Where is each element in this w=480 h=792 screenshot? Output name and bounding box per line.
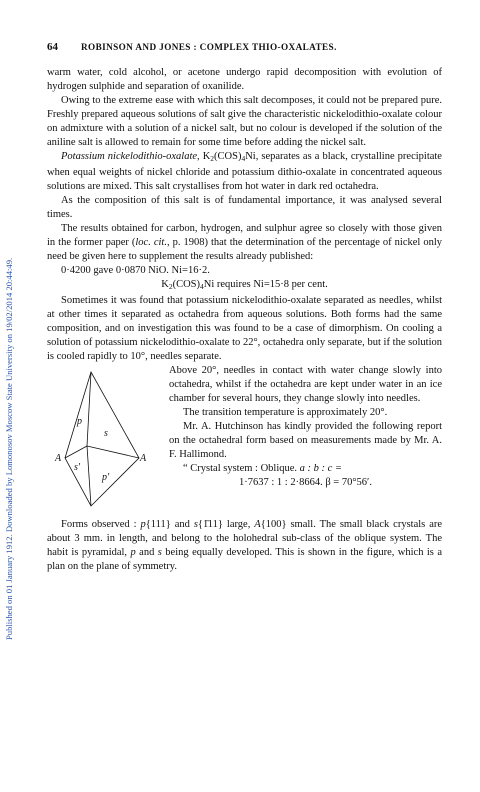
figure-section (47, 364, 442, 518)
face-label-p-prime: p′ (102, 472, 110, 483)
face-label-a-left: A (55, 453, 62, 464)
compound-name: Potassium nickelodithio-oxalate (61, 151, 198, 162)
download-stamp (4, 40, 18, 640)
paragraph-6: Sometimes it was found that potassium nickelodithio-oxalate separated as needles, whilst at other times it separated as octahedra from aqueous solutions. Both forms had the same composition, and on investigation this was found to be a case of dimorphism. On cooling a solution of potassium nickelodithio-oxalate to 22°, octahedra only separate, but if the solution is cooled rapidly to 10°, needles separate. (47, 295, 442, 362)
paragraph-5: The results obtained for carbon, hydrogen, and sulphur agree so closely with those given in the former paper (loc. cit., p. 1908) that the determination of the percentage of nickel only need be given here to supplement the results already published: (47, 223, 442, 262)
citation: loc. cit. (135, 237, 167, 248)
page-header (47, 40, 442, 54)
paragraph-forms: Forms observed : p{111} and s{1̄11} large, A{100} small. The small black crystals are about 3 mm. in length, and belong to the holohedral sub-class of the oblique system. The habit is pyramidal, p and s being equally developed. This is shown in the figure, which is a plan on the plane of symmetry. (47, 519, 443, 572)
requires-line: $K_2(COS)_4Ni$ requires Ni=15·8 per cent. (161, 279, 328, 291)
analysis-line: 0·4200 gave 0·0870 NiO. Ni=16·2. (61, 265, 210, 276)
paragraph-4: As the composition of this salt is of fundamental importance, it was analysed several times. (47, 195, 442, 220)
paragraph-6-continued: Above 20°, needles in contact with water change slowly into octahedra, whilst if the octahedra are kept under water in an ice chamber for several hours, they change slowly into needles. (169, 365, 442, 404)
paragraph-2: Owing to the extreme ease with which this salt decomposes, it could not be prepared pure. Freshly prepared aqueous solutions of salt give the characteristic nickelodithio-oxalate colour on admixture with a solution of a nickel salt, but no colour is developed if the solution of the aniline salt is allowed to remain for some time before adding the nickel salt. (47, 95, 442, 148)
face-label-a-right: A (140, 453, 147, 464)
crystal-figure (47, 366, 162, 518)
paragraph-7: The transition temperature is approximately 20°. (183, 407, 388, 418)
paragraph-3: Potassium nickelodithio-oxalate, $K_2(COS)_4Ni$, separates as a black, crystalline precipitate when equal weights of nickel chloride and potassium dithio-oxalate in concentrated aqueous solutions are mixed. This salt crystallises from hot water in dark red octahedra. (47, 151, 442, 192)
face-label-s: s (104, 428, 108, 439)
running-title: ROBINSON AND JONES : COMPLEX THIO-OXALATES. (81, 42, 337, 52)
crystal-outline (65, 372, 139, 506)
crystal-edge-right (87, 446, 139, 458)
crystal-edge-bottom (87, 446, 91, 506)
paragraph-8: Mr. A. Hutchinson has kindly provided the following report on the octahedral form based on measurements made by Mr. A. F. Hallimond. (169, 421, 442, 460)
paragraph-1: warm water, cold alcohol, or acetone undergo rapid decomposition with evolution of hydrogen sulphide and separation of oxanilide. (47, 67, 442, 92)
download-stamp-text: Published on 01 January 1912. Downloaded by Lomonosov Moscow State University on 19/02/2014 20:44:49. (4, 257, 14, 640)
crystal-system-line: “ Crystal system : Oblique. a : b : c = (183, 463, 343, 474)
crystal-ratio-line: 1·7637 : 1 : 2·8664. β = 70°56′. (239, 477, 372, 488)
page-number: 64 (47, 41, 58, 53)
face-label-s-prime: s′ (74, 462, 81, 473)
page-body (47, 40, 442, 574)
face-label-p: p (77, 416, 82, 427)
